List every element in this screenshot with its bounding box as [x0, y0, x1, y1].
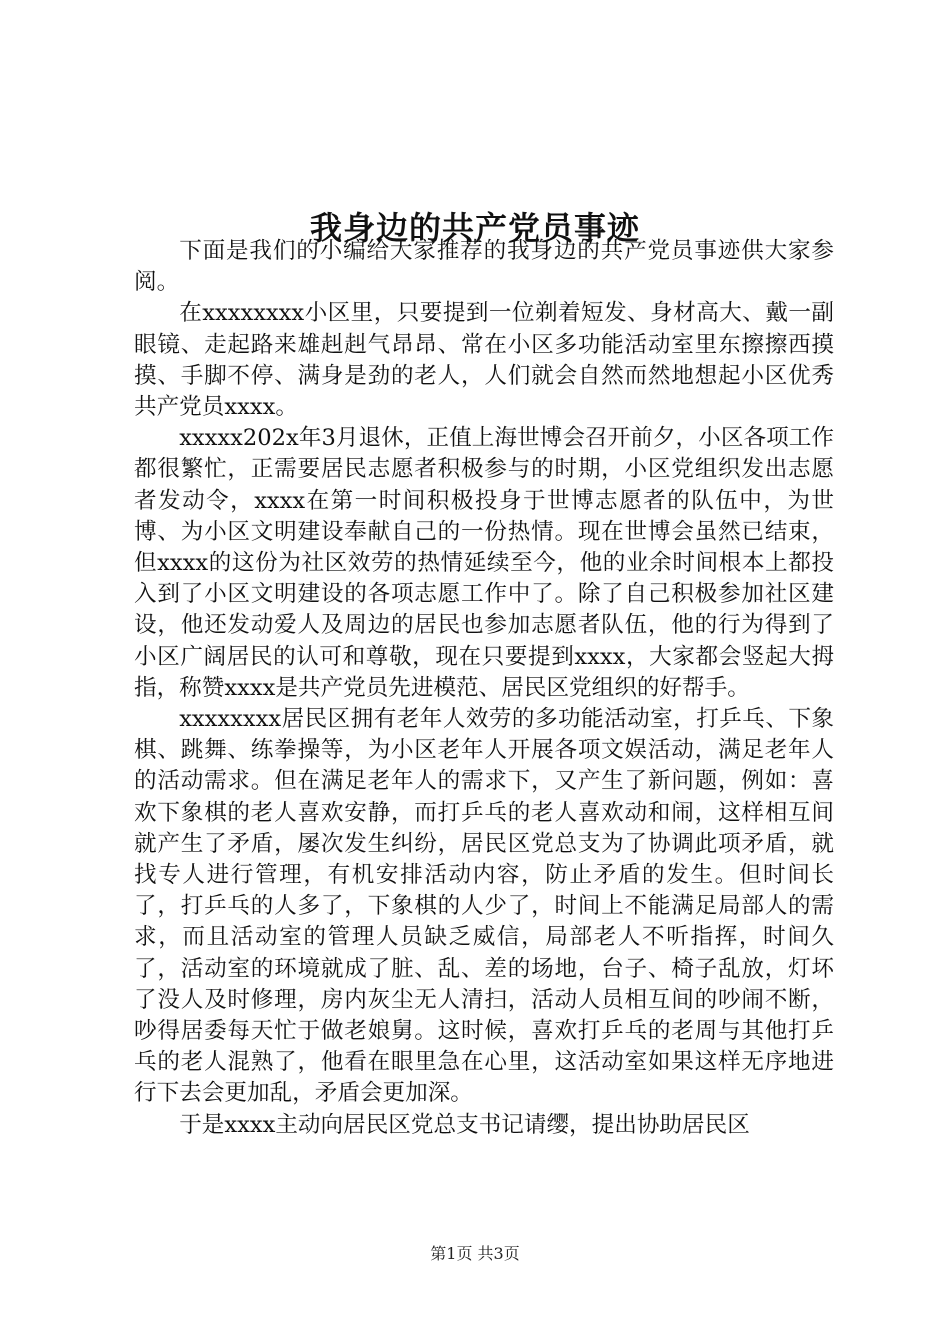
document-title: 我身边的共产党员事迹 [309, 209, 640, 248]
page-number-footer: 第1页 共3页 [430, 1244, 520, 1263]
document-body [134, 236, 834, 1141]
paragraph-volunteer: xxxxx202x年3月退休，正值上海世博会召开前夕，小区各项工作都很繁忙，正需要居民志愿者积极参与的时期，小区党组织发出志愿者发动令，xxxx在第一时间积极投身于世博志愿者的队伍中，为世博、为小区文明建设奉献自己的一份热情。现在世博会虽然已结束，但xxxx的这份为社区效劳的热情延续至今，他的业余时间根本上都投入到了小区文明建设的各项志愿工作中了。除了自己积极参加社区建设，他还发动爱人及周边的居民也参加志愿者队伍，他的行为得到了小区广阔居民的认可和尊敬，现在只要提到xxxx，大家都会竖起大拇指，称赞xxxx是共产党员先进模范、居民区党组织的好帮手。 [134, 425, 834, 701]
paragraph-description: 在xxxxxxxx小区里，只要提到一位剃着短发、身材高大、戴一副眼镜、走起路来雄赳赳气昂昂、常在小区多功能活动室里东擦擦西摸摸、手脚不停、满身是劲的老人，人们就会自然而然地想起小区优秀共产党员xxxx。 [134, 300, 834, 421]
paragraph-intro: 下面是我们的小编给大家推荐的我身边的共产党员事迹供大家参阅。 [134, 238, 834, 296]
paragraph-continuation: 于是xxxx主动向居民区党总支书记请缨，提出协助居民区 [179, 1111, 750, 1138]
paragraph-activity-room: xxxxxxxx居民区拥有老年人效劳的多功能活动室，打乒乓、下象棋、跳舞、练拳操等，为小区老年人开展各项文娱活动，满足老年人的活动需求。但在满足老年人的需求下，又产生了新问题，例如：喜欢下象棋的老人喜欢安静，而打乒乓的老人喜欢动和闹，这样相互间就产生了矛盾，屡次发生纠纷，居民区党总支为了协调此项矛盾，就找专人进行管理，有机安排活动内容，防止矛盾的发生。但时间长了，打乒乓的人多了，下象棋的人少了，时间上不能满足局部人的需求，而且活动室的管理人员缺乏威信，局部老人不听指挥，时间久了，活动室的环境就成了脏、乱、差的场地，台子、椅子乱放，灯坏了没人及时修理，房内灰尘无人清扫，活动人员相互间的吵闹不断，吵得居委每天忙于做老娘舅。这时候，喜欢打乒乓的老周与其他打乒乓的老人混熟了，他看在眼里急在心里，这活动室如果这样无序地进行下去会更加乱，矛盾会更加深。 [134, 706, 834, 1107]
